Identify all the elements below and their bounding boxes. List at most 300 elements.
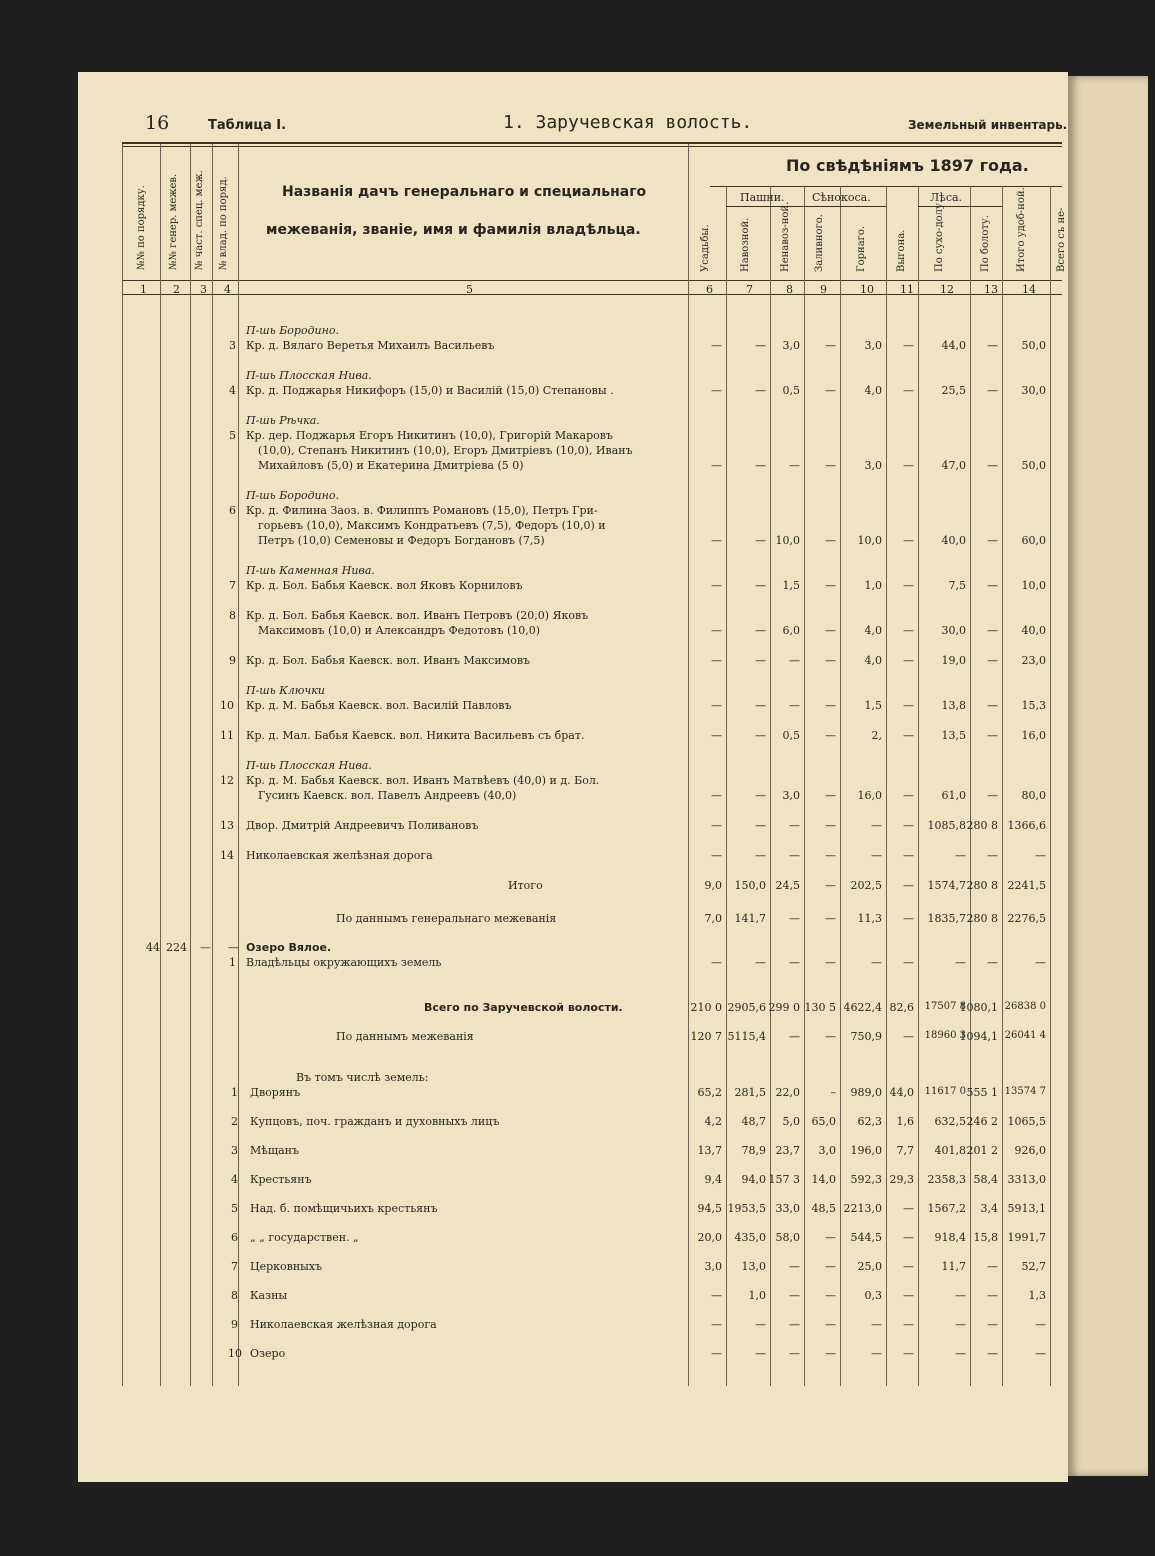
cell-value: — — [789, 1030, 800, 1043]
col-header-boloto: По болоту. — [980, 215, 991, 272]
cell-value: — — [755, 956, 766, 969]
place-name: П-шь Бородино. — [246, 489, 340, 502]
col-line — [160, 144, 161, 1386]
cell-value: — — [903, 459, 914, 472]
category-number: 9 — [231, 1318, 238, 1331]
category-number: 2 — [231, 1115, 238, 1128]
cell-value: 78,9 — [741, 1144, 766, 1157]
row-number: 11 — [220, 729, 234, 742]
cell-value: 80,0 — [1021, 789, 1046, 802]
cell-value: — — [755, 1318, 766, 1331]
category-number: 10 — [228, 1347, 242, 1360]
row-number: 6 — [229, 504, 236, 517]
cell-value: 632,5 — [934, 1115, 966, 1128]
col-header-vsego: Всего съ не- — [1056, 207, 1067, 272]
cell-value: — — [955, 849, 966, 862]
col-line — [1050, 186, 1051, 1386]
cell-value: — — [955, 1318, 966, 1331]
cell-value: — — [825, 1231, 836, 1244]
cell-value: — — [1035, 849, 1046, 862]
cell-value: 202,5 — [850, 879, 882, 892]
cell-value: — — [825, 579, 836, 592]
place-name: П-шь Каменная Нива. — [246, 564, 375, 577]
category-label: Церковныхъ — [250, 1260, 323, 1273]
cell-value: 13,0 — [741, 1260, 766, 1273]
cell-value: — — [789, 956, 800, 969]
cell-value: 94,0 — [741, 1173, 766, 1186]
cell-value: 750,9 — [850, 1030, 882, 1043]
col-header-navoznoj: Навозной. — [740, 217, 751, 272]
cell-value: 50,0 — [1021, 459, 1046, 472]
cell-value: — — [987, 1260, 998, 1273]
cell-value: — — [825, 1289, 836, 1302]
cell-value: 1094,1 — [959, 1030, 998, 1043]
row-number: 14 — [220, 849, 234, 862]
cell-value: 4622,4 — [843, 1001, 882, 1014]
cell-value: — — [755, 819, 766, 832]
cell-value: 47,0 — [941, 459, 966, 472]
ozero-c1: 44 — [146, 941, 160, 954]
col-number: 5 — [466, 283, 473, 296]
cell-value: — — [987, 339, 998, 352]
cell-value: — — [825, 699, 836, 712]
total-label: Всего по Заручевской волости. — [424, 1001, 623, 1014]
cell-value: 11,7 — [941, 1260, 966, 1273]
cell-value: 1,6 — [896, 1115, 914, 1128]
cell-value: — — [825, 819, 836, 832]
cell-value: — — [987, 699, 998, 712]
group-header-1897: По свѣдѣніямъ 1897 года. — [786, 156, 1029, 175]
cell-value: — — [955, 956, 966, 969]
col-line — [212, 144, 213, 1386]
cell-value: — — [755, 459, 766, 472]
cell-value: — — [711, 1347, 722, 1360]
cell-value: 11617 0 — [924, 1086, 966, 1097]
col-number: 14 — [1022, 283, 1036, 296]
ozero-c4: — — [228, 941, 239, 954]
row-number: 12 — [220, 774, 234, 787]
cell-value: 18960 3 — [924, 1030, 966, 1041]
cell-value: 555 1 — [966, 1086, 998, 1099]
cell-value: — — [903, 1347, 914, 1360]
cell-value: — — [825, 339, 836, 352]
cell-value: — — [711, 1289, 722, 1302]
cell-value: — — [903, 729, 914, 742]
row-text: Кр. д. Поджарья Никифоръ (15,0) и Василій (15,0) Степановы . — [246, 384, 614, 397]
cell-value: — — [755, 654, 766, 667]
category-number: 5 — [231, 1202, 238, 1215]
included-label: Въ томъ числѣ земель: — [296, 1071, 429, 1084]
cell-value: — — [711, 384, 722, 397]
col-header-owner: № влад. по поряд. — [218, 176, 229, 270]
cell-value: — — [825, 789, 836, 802]
cell-value: 3,0 — [864, 459, 882, 472]
cell-value: 1,5 — [864, 699, 882, 712]
col-header-usadby: Усадьбы. — [700, 224, 711, 272]
cell-value: — — [903, 579, 914, 592]
cell-value: — — [903, 956, 914, 969]
col-number: 9 — [820, 283, 827, 296]
cell-value: 1,0 — [748, 1289, 766, 1302]
cell-value: 1991,7 — [1007, 1231, 1046, 1244]
cell-value: — — [789, 699, 800, 712]
cell-value: 989,0 — [850, 1086, 882, 1099]
cell-value: 24,5 — [775, 879, 800, 892]
cell-value: 13574 7 — [1004, 1086, 1046, 1097]
cell-value: 13,7 — [697, 1144, 722, 1157]
cell-value: — — [903, 699, 914, 712]
cell-value: 141,7 — [734, 912, 766, 925]
page-number: 16 — [145, 112, 170, 134]
cell-value: 14,0 — [811, 1173, 836, 1186]
cell-value: 1366,6 — [1007, 819, 1046, 832]
cell-value: 3,0 — [782, 339, 800, 352]
cell-value: — — [903, 819, 914, 832]
row-text: Николаевская желѣзная дорога — [246, 849, 433, 862]
cell-value: — — [789, 654, 800, 667]
cell-value: — — [755, 1347, 766, 1360]
col-number: 12 — [940, 283, 954, 296]
cell-value: 196,0 — [850, 1144, 882, 1157]
row-number: 3 — [229, 339, 236, 352]
cell-value: 435,0 — [734, 1231, 766, 1244]
ozero-text: Владѣльцы окружающихъ земель — [246, 956, 442, 969]
cell-value: 48,7 — [741, 1115, 766, 1128]
row-text: (10,0), Степанъ Никитинъ (10,0), Егоръ Дмитріевъ (10,0), Иванъ — [258, 444, 633, 457]
cell-value: 58,4 — [973, 1173, 998, 1186]
category-number: 3 — [231, 1144, 238, 1157]
cell-value: 0,5 — [782, 729, 800, 742]
col-header-vygona: Выгона. — [896, 229, 907, 272]
cell-value: 16,0 — [1021, 729, 1046, 742]
cell-value: 280 8 — [966, 819, 998, 832]
col-number: 13 — [984, 283, 998, 296]
cell-value: 3,0 — [782, 789, 800, 802]
category-number: 8 — [231, 1289, 238, 1302]
cell-value: 94,5 — [697, 1202, 722, 1215]
cell-value: 1835,7 — [927, 912, 966, 925]
cell-value: — — [711, 1318, 722, 1331]
cell-value: — — [987, 1289, 998, 1302]
col-line — [688, 144, 689, 1386]
cell-value: — — [825, 956, 836, 969]
cell-value: — — [825, 1347, 836, 1360]
col-number: 11 — [900, 283, 914, 296]
section-title: Земельный инвентарь. — [908, 118, 1068, 132]
cell-value: 7,5 — [948, 579, 966, 592]
cell-value: 7,7 — [896, 1144, 914, 1157]
cell-value: — — [711, 849, 722, 862]
cell-value: 10,0 — [775, 534, 800, 547]
category-label: Озеро — [250, 1347, 286, 1360]
cell-value: 30,0 — [941, 624, 966, 637]
cell-value: 544,5 — [850, 1231, 882, 1244]
row-text: Максимовъ (10,0) и Александръ Федотовъ (10,0) — [258, 624, 541, 637]
cell-value: 33,0 — [775, 1202, 800, 1215]
col-header-gornogo: Горнаго. — [856, 225, 867, 272]
cell-value: 23,0 — [1021, 654, 1046, 667]
category-number: 7 — [231, 1260, 238, 1273]
cell-value: 15,3 — [1021, 699, 1046, 712]
cell-value: 401,8 — [934, 1144, 966, 1157]
cell-value: — — [955, 1347, 966, 1360]
cell-value: 2905,6 — [727, 1001, 766, 1014]
col-number: 10 — [860, 283, 874, 296]
category-label: Казны — [250, 1289, 288, 1302]
cell-value: 120 7 — [690, 1030, 722, 1043]
col-header-nenavoz: Ненавоз-ной. — [780, 201, 791, 272]
category-label: Купцовъ, поч. гражданъ и духовныхъ лицъ — [250, 1115, 500, 1128]
cell-value: 1,3 — [1028, 1289, 1046, 1302]
cell-value: 281,5 — [734, 1086, 766, 1099]
cell-value: – — [830, 1086, 836, 1099]
cell-value: — — [755, 339, 766, 352]
category-label: Дворянъ — [250, 1086, 301, 1099]
cell-value: — — [903, 849, 914, 862]
cell-value: 65,2 — [697, 1086, 722, 1099]
cell-value: — — [711, 956, 722, 969]
cell-value: — — [987, 579, 998, 592]
cell-value: 0,5 — [782, 384, 800, 397]
col-header-suhodol: По сухо-долу. — [934, 199, 945, 272]
cell-value: — — [903, 534, 914, 547]
cell-value: — — [711, 624, 722, 637]
cell-value: 201 2 — [966, 1144, 998, 1157]
cell-value: — — [755, 384, 766, 397]
cell-value: — — [903, 1260, 914, 1273]
cell-value: — — [825, 1318, 836, 1331]
cell-value: — — [789, 1347, 800, 1360]
cell-value: 4,0 — [864, 624, 882, 637]
cell-value: — — [825, 654, 836, 667]
cell-value: — — [755, 579, 766, 592]
cell-value: — — [825, 534, 836, 547]
cell-value: — — [903, 1289, 914, 1302]
row-text: Кр. д. Мал. Бабья Каевск. вол. Никита Васильевъ съ брат. — [246, 729, 585, 742]
cell-value: — — [987, 384, 998, 397]
cell-value: — — [755, 534, 766, 547]
row-number: 8 — [229, 609, 236, 622]
cell-value: 48,5 — [811, 1202, 836, 1215]
cell-value: 2276,5 — [1007, 912, 1046, 925]
colnum-bottom-rule — [122, 294, 1062, 295]
cell-value: — — [987, 789, 998, 802]
cell-value: 6,0 — [782, 624, 800, 637]
ozero-title: Озеро Вялое. — [246, 941, 332, 954]
cell-value: — — [825, 1260, 836, 1273]
category-label: Мѣщанъ — [250, 1144, 300, 1157]
cell-value: — — [903, 1030, 914, 1043]
cell-value: 1567,2 — [927, 1202, 966, 1215]
cell-value: — — [789, 459, 800, 472]
cell-value: — — [711, 789, 722, 802]
cell-value: — — [755, 699, 766, 712]
cell-value: 62,3 — [857, 1115, 882, 1128]
sub-rule — [918, 206, 1002, 207]
title-header-line2: межеванія, званіе, имя и фамилія владѣльца. — [266, 222, 641, 238]
group-senokosa: Сѣнокоса. — [812, 191, 871, 204]
cell-value: 5,0 — [782, 1115, 800, 1128]
cell-value: 2241,5 — [1007, 879, 1046, 892]
table-top-rule — [122, 142, 1062, 144]
cell-value: 0,3 — [864, 1289, 882, 1302]
cell-value: 11,3 — [857, 912, 882, 925]
cell-value: — — [903, 1318, 914, 1331]
col-header-general: №№ генер. межев. — [168, 173, 179, 270]
cell-value: 15,8 — [973, 1231, 998, 1244]
cell-value: — — [755, 729, 766, 742]
cell-value: 58,0 — [775, 1231, 800, 1244]
row-text: Кр. д. М. Бабья Каевск. вол. Иванъ Матвѣевъ (40,0) и д. Бол. — [246, 774, 600, 787]
row-text: Кр. д. Бол. Бабья Каевск. вол. Иванъ Петровъ (20,0) Яковъ — [246, 609, 589, 622]
row-text: Кр. д. Вялаго Веретья Михаилъ Васильевъ — [246, 339, 495, 352]
cell-value: 52,7 — [1021, 1260, 1046, 1273]
cell-value: 592,3 — [850, 1173, 882, 1186]
cell-value: 16,0 — [857, 789, 882, 802]
cell-value: — — [987, 459, 998, 472]
cell-value: — — [755, 789, 766, 802]
cell-value: 157 3 — [768, 1173, 800, 1186]
cell-value: — — [755, 849, 766, 862]
cell-value: 3,0 — [818, 1144, 836, 1157]
row-number: 5 — [229, 429, 236, 442]
cell-value: — — [789, 819, 800, 832]
ozero-no: 1 — [229, 956, 236, 969]
cell-value: — — [987, 534, 998, 547]
cell-value: 40,0 — [941, 534, 966, 547]
cell-value: 10,0 — [1021, 579, 1046, 592]
cell-value: 299 0 — [768, 1001, 800, 1014]
cell-value: 50,0 — [1021, 339, 1046, 352]
cell-value: — — [1035, 956, 1046, 969]
place-name: П-шь Бородино. — [246, 324, 340, 337]
cell-value: 26838 0 — [1004, 1001, 1046, 1012]
table-label: Таблица I. — [208, 118, 287, 133]
cell-value: — — [987, 849, 998, 862]
cell-value: 60,0 — [1021, 534, 1046, 547]
cell-value: — — [711, 459, 722, 472]
cell-value: 4,0 — [864, 654, 882, 667]
cell-value: — — [1035, 1347, 1046, 1360]
row-text: Кр. д. Бол. Бабья Каевск. вол Яковъ Корниловъ — [246, 579, 523, 592]
col-line — [122, 144, 123, 1386]
facing-page-edge — [1068, 76, 1148, 1476]
cell-value: — — [711, 339, 722, 352]
cell-value: 4,0 — [864, 384, 882, 397]
cell-value: — — [903, 1202, 914, 1215]
cell-value: — — [825, 459, 836, 472]
row-number: 13 — [220, 819, 234, 832]
row-text: Кр. д. Бол. Бабья Каевск. вол. Иванъ Максимовъ — [246, 654, 531, 667]
cell-value: 130 5 — [804, 1001, 836, 1014]
cell-value: 4,2 — [704, 1115, 722, 1128]
cell-value: — — [871, 956, 882, 969]
cell-value: — — [755, 624, 766, 637]
cell-value: 44,0 — [889, 1086, 914, 1099]
cell-value: 1574,7 — [927, 879, 966, 892]
cell-value: 9,0 — [704, 879, 722, 892]
col-line — [238, 144, 239, 1386]
cell-value: — — [987, 1318, 998, 1331]
col-number: 8 — [786, 283, 793, 296]
cell-value: — — [789, 1318, 800, 1331]
cell-value: 3,0 — [864, 339, 882, 352]
cell-value: 30,0 — [1021, 384, 1046, 397]
cell-value: — — [825, 384, 836, 397]
cell-value: 19,0 — [941, 654, 966, 667]
itogo-label: Итого — [508, 879, 543, 892]
mezh-label: По даннымъ межеванія — [336, 1030, 474, 1043]
cell-value: — — [825, 849, 836, 862]
cell-value: 150,0 — [734, 879, 766, 892]
cell-value: 20,0 — [697, 1231, 722, 1244]
group-pashni: Пашни. — [740, 191, 785, 204]
cell-value: — — [903, 789, 914, 802]
cell-value: 40,0 — [1021, 624, 1046, 637]
cell-value: 1080,1 — [959, 1001, 998, 1014]
cell-value: — — [987, 729, 998, 742]
cell-value: 1085,8 — [927, 819, 966, 832]
cell-value: 1,5 — [782, 579, 800, 592]
cell-value: — — [871, 849, 882, 862]
cell-value: 280 8 — [966, 879, 998, 892]
cell-value: 3,0 — [704, 1260, 722, 1273]
cell-value: 1953,5 — [727, 1202, 766, 1215]
row-text: Кр. д. М. Бабья Каевск. вол. Василій Павловъ — [246, 699, 512, 712]
general-label: По даннымъ генеральнаго межеванія — [336, 912, 557, 925]
cell-value: — — [711, 534, 722, 547]
cell-value: — — [903, 1231, 914, 1244]
cell-value: — — [711, 699, 722, 712]
cell-value: 61,0 — [941, 789, 966, 802]
row-number: 9 — [229, 654, 236, 667]
place-name: П-шь Рѣчка. — [246, 414, 320, 427]
cell-value: — — [871, 1347, 882, 1360]
cell-value: — — [871, 1318, 882, 1331]
cell-value: — — [825, 912, 836, 925]
cell-value: 7,0 — [704, 912, 722, 925]
row-text: Петръ (10,0) Семеновы и Федоръ Богдановъ (7,5) — [258, 534, 545, 547]
row-text: Кр. дер. Поджарья Егоръ Никитинъ (10,0), Григорій Макаровъ — [246, 429, 613, 442]
cell-value: 2213,0 — [843, 1202, 882, 1215]
cell-value: 17507 8 — [924, 1001, 966, 1012]
cell-value: 10,0 — [857, 534, 882, 547]
cell-value: 926,0 — [1014, 1144, 1046, 1157]
place-name: П-шь Плосская Нива. — [246, 369, 372, 382]
col-number: 6 — [706, 283, 713, 296]
sub-rule — [726, 206, 886, 207]
cell-value: 82,6 — [889, 1001, 914, 1014]
cell-value: 65,0 — [811, 1115, 836, 1128]
cell-value: — — [825, 624, 836, 637]
cell-value: — — [987, 956, 998, 969]
cell-value: 918,4 — [934, 1231, 966, 1244]
place-name: П-шь Ключки — [246, 684, 325, 697]
cell-value: 3313,0 — [1007, 1173, 1046, 1186]
cell-value: 246 2 — [966, 1115, 998, 1128]
cell-value: — — [903, 624, 914, 637]
cell-value: 23,7 — [775, 1144, 800, 1157]
cell-value: — — [825, 1030, 836, 1043]
cell-value: 44,0 — [941, 339, 966, 352]
cell-value: — — [987, 654, 998, 667]
ozero-c2: 224 — [166, 941, 187, 954]
group-lesa: Лѣса. — [930, 191, 963, 204]
col-number: 3 — [200, 283, 207, 296]
cell-value: — — [903, 339, 914, 352]
cell-value: — — [955, 1289, 966, 1302]
row-text: горьевъ (10,0), Максимъ Кондратьевъ (7,5), Федоръ (10,0) и — [258, 519, 606, 532]
